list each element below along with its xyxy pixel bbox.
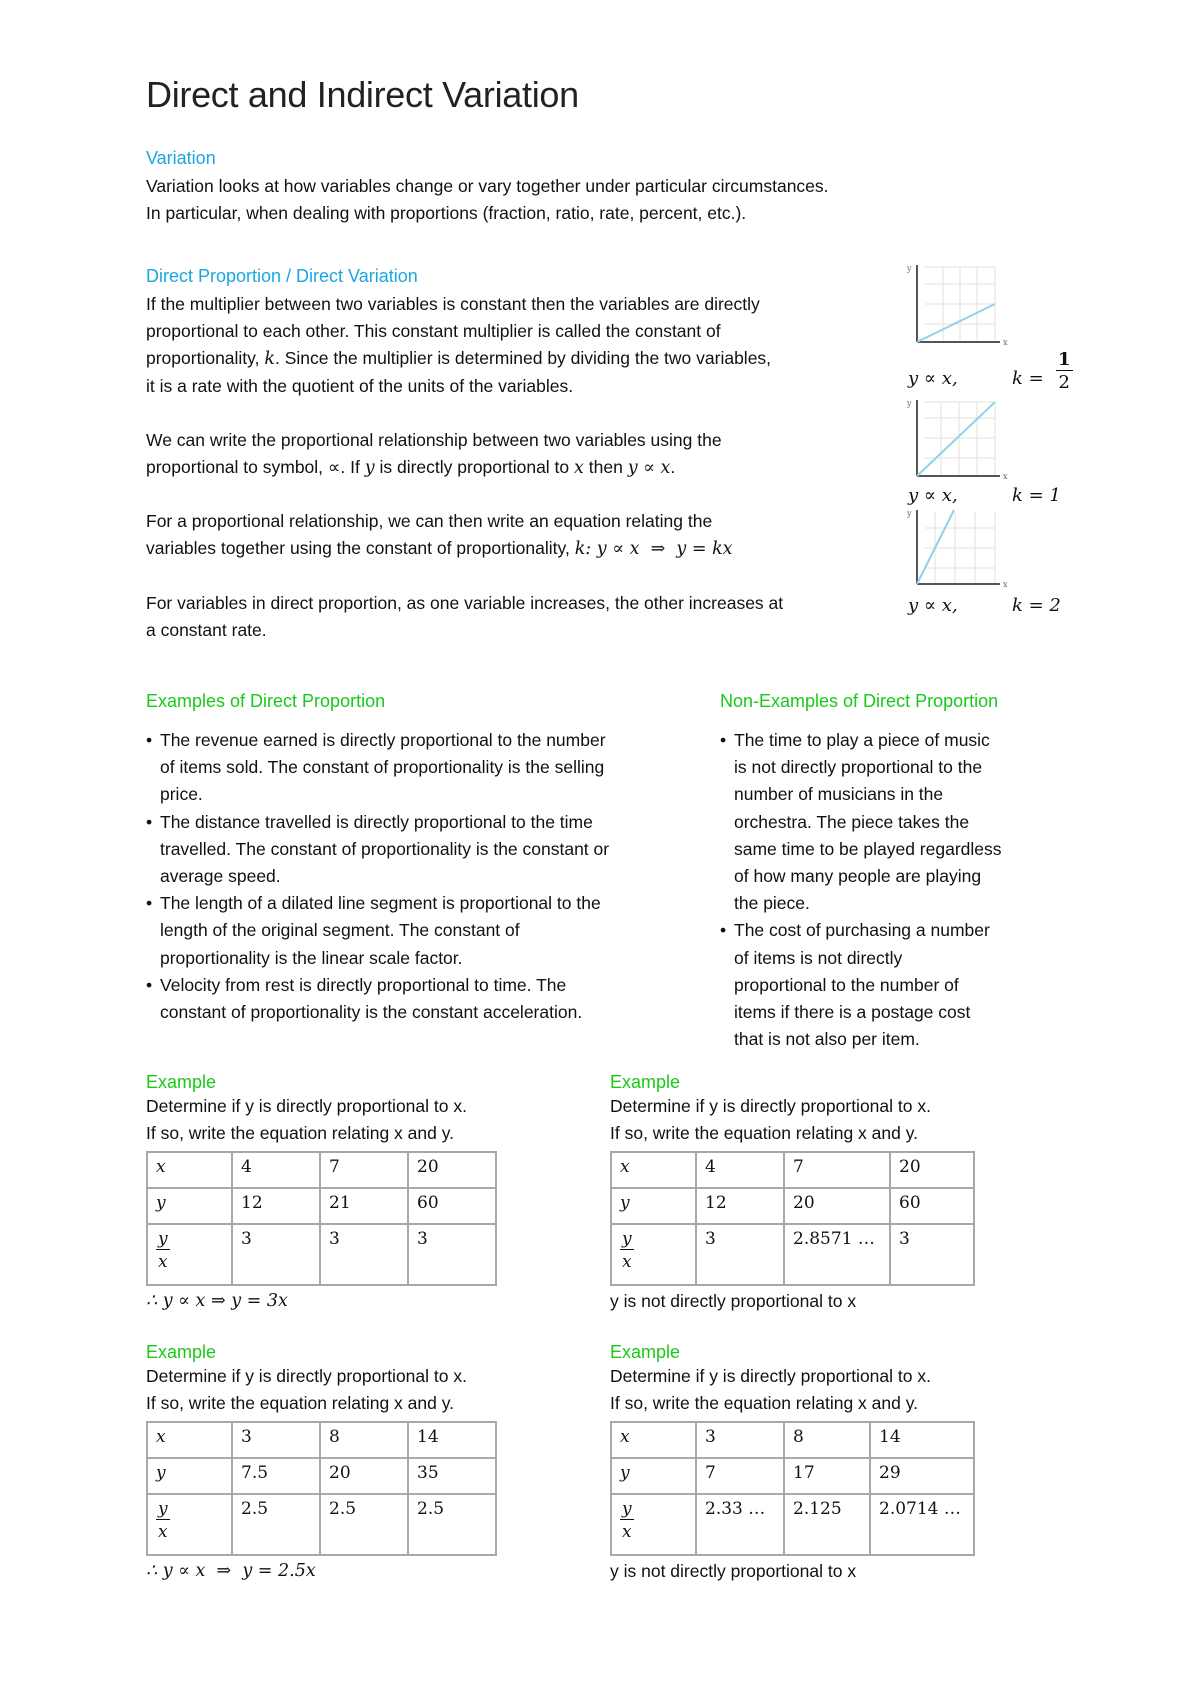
row-label: y xyxy=(147,1188,232,1224)
text-line: it is a rate with the quotient of the units of the variables. xyxy=(146,376,574,396)
text-span: proportionality, xyxy=(146,348,265,368)
example-heading: Example xyxy=(610,1342,681,1362)
direct-proportion-heading: Direct Proportion / Direct Variation xyxy=(146,266,418,286)
k-denominator: 2 xyxy=(1058,372,1070,393)
table-cell: 12 xyxy=(696,1188,784,1224)
graph-1-relation: y ∝ x, xyxy=(908,368,958,389)
table-row-y xyxy=(611,1458,974,1494)
table-row-ratio xyxy=(611,1224,974,1285)
row-label xyxy=(147,1494,232,1555)
row-label: x xyxy=(147,1422,232,1458)
line: • The revenue earned is directly proportional to the number xyxy=(160,730,606,750)
row-label: y xyxy=(611,1458,696,1494)
table-cell: 20 xyxy=(408,1152,496,1188)
variation-line-1: Variation looks at how variables change or vary together under particular circumstances. xyxy=(146,176,829,196)
list-item xyxy=(146,972,706,1026)
table-cell: 2.5 xyxy=(408,1494,496,1555)
line: travelled. The constant of proportionality is the constant or xyxy=(160,838,610,859)
math-expression: y ∝ x xyxy=(627,458,671,478)
row-label xyxy=(611,1224,696,1285)
worked-example-1 xyxy=(146,1072,497,1315)
list-item xyxy=(720,727,1060,917)
table-cell: 3 xyxy=(232,1224,320,1285)
table-cell: 3 xyxy=(890,1224,974,1285)
table-cell: 29 xyxy=(870,1458,974,1494)
table-cell: 2.5 xyxy=(232,1494,320,1555)
graph-k-one-icon xyxy=(905,398,1011,484)
conclusion: y is not directly proportional to x xyxy=(610,1561,857,1581)
example-heading: Example xyxy=(610,1072,681,1092)
line: • The distance travelled is directly proportional to the time xyxy=(160,811,593,832)
question-line-1: Determine if y is directly proportional to x. xyxy=(610,1096,931,1116)
table-cell: 7.5 xyxy=(232,1458,320,1494)
frac-den: x xyxy=(158,1252,168,1272)
svg-text:x: x xyxy=(1003,580,1008,589)
table-cell: 4 xyxy=(232,1152,320,1188)
worked-example-4 xyxy=(610,1342,975,1585)
svg-text:x: x xyxy=(1003,472,1008,481)
direct-para-2 xyxy=(146,427,906,482)
line: number of musicians in the xyxy=(734,784,944,805)
line: proportionality is the linear scale factor. xyxy=(160,947,463,968)
table-cell: 3 xyxy=(696,1422,784,1458)
data-table xyxy=(610,1151,975,1286)
table-cell: 7 xyxy=(784,1152,890,1188)
text-line: a constant rate. xyxy=(146,620,267,640)
table-row-y xyxy=(147,1188,496,1224)
text-line: If the multiplier between two variables is constant then the variables are directly xyxy=(146,294,760,314)
table-cell: 17 xyxy=(784,1458,870,1494)
direct-para-1 xyxy=(146,291,906,400)
graph-3-relation: y ∝ x, xyxy=(908,595,958,616)
text-line: proportional to each other. This constant multiplier is called the constant of xyxy=(146,321,721,341)
table-row-x xyxy=(611,1422,974,1458)
table-row-x xyxy=(147,1152,496,1188)
table-cell: 12 xyxy=(232,1188,320,1224)
text-line xyxy=(146,345,906,373)
question-line-1: Determine if y is directly proportional to x. xyxy=(610,1366,931,1386)
svg-text:x: x xyxy=(1003,338,1008,347)
svg-text:y: y xyxy=(907,399,912,408)
non-examples-list xyxy=(720,727,1060,1053)
direct-para-3 xyxy=(146,508,906,563)
frac-den: x xyxy=(158,1522,168,1542)
k-label: k = xyxy=(1012,368,1044,389)
table-cell: 21 xyxy=(320,1188,408,1224)
list-item xyxy=(146,890,706,972)
examples-heading: Examples of Direct Proportion xyxy=(146,691,386,711)
table-cell: 3 xyxy=(408,1224,496,1285)
list-item xyxy=(720,917,1060,1053)
table-cell: 2.33 … xyxy=(696,1494,784,1555)
table-row-ratio xyxy=(611,1494,974,1555)
question-line-1: Determine if y is directly proportional to x. xyxy=(146,1096,467,1116)
list-item xyxy=(146,809,706,891)
row-label: x xyxy=(611,1152,696,1188)
conclusion: ∴ y ∝ x ⇒ y = 2.5x xyxy=(146,1561,316,1581)
line: items if there is a postage cost xyxy=(734,1002,971,1023)
graph-k-half-icon xyxy=(905,262,1011,352)
table-row-ratio xyxy=(147,1224,496,1285)
k-fraction xyxy=(1056,350,1073,393)
table-cell: 7 xyxy=(320,1152,408,1188)
non-examples-heading: Non-Examples of Direct Proportion xyxy=(720,691,999,711)
text-span: is directly proportional to xyxy=(374,457,575,477)
line: constant of proportionality is the constant acceleration. xyxy=(160,1002,583,1023)
frac-num: y xyxy=(622,1229,632,1249)
frac-num: y xyxy=(622,1499,632,1519)
table-cell: 2.0714 … xyxy=(870,1494,974,1555)
math-y: y xyxy=(364,458,375,478)
question-line-2: If so, write the equation relating x and y. xyxy=(146,1393,455,1413)
table-cell: 8 xyxy=(320,1422,408,1458)
data-table xyxy=(146,1151,497,1286)
row-label xyxy=(147,1224,232,1285)
frac-num: y xyxy=(158,1499,168,1519)
variation-line-2: In particular, when dealing with proportions (fraction, ratio, rate, percent, etc.). xyxy=(146,203,747,223)
data-table xyxy=(146,1421,497,1556)
table-cell: 35 xyxy=(408,1458,496,1494)
line: • Velocity from rest is directly proportional to time. The xyxy=(160,974,567,995)
table-row-y xyxy=(147,1458,496,1494)
math-k: k xyxy=(264,349,275,369)
line: of items is not directly xyxy=(734,947,903,968)
line: of how many people are playing xyxy=(734,866,982,887)
examples-list xyxy=(146,727,706,1026)
table-row-x xyxy=(611,1152,974,1188)
question-line-2: If so, write the equation relating x and y. xyxy=(146,1123,455,1143)
line: • The length of a dilated line segment is proportional to the xyxy=(160,893,601,914)
table-row-y xyxy=(611,1188,974,1224)
table-cell: 20 xyxy=(784,1188,890,1224)
line: • The cost of purchasing a number xyxy=(734,920,990,941)
example-heading: Example xyxy=(146,1072,217,1092)
table-row-ratio xyxy=(147,1494,496,1555)
text-span: . Since the multiplier is determined by dividing the two variables, xyxy=(274,348,772,368)
text-span: then xyxy=(583,457,628,477)
table-cell: 3 xyxy=(696,1224,784,1285)
line: average speed. xyxy=(160,866,281,887)
text-span: proportional to symbol, ∝. If xyxy=(146,457,365,477)
line: length of the original segment. The constant of xyxy=(160,920,520,941)
graph-3-k: k = 2 xyxy=(1012,595,1061,616)
table-cell: 2.5 xyxy=(320,1494,408,1555)
svg-text:y: y xyxy=(907,509,912,518)
line: is not directly proportional to the xyxy=(734,757,983,778)
example-heading: Example xyxy=(146,1342,217,1362)
line: of items sold. The constant of proportionality is the selling xyxy=(160,757,605,778)
table-cell: 3 xyxy=(232,1422,320,1458)
row-label xyxy=(611,1494,696,1555)
text-line xyxy=(146,535,906,563)
table-cell: 8 xyxy=(784,1422,870,1458)
direct-para-4 xyxy=(146,590,906,644)
table-cell: 60 xyxy=(408,1188,496,1224)
table-cell: 3 xyxy=(320,1224,408,1285)
line: orchestra. The piece takes the xyxy=(734,811,970,832)
line: same time to be played regardless xyxy=(734,838,1002,859)
question-line-1: Determine if y is directly proportional to x. xyxy=(146,1366,467,1386)
row-label: x xyxy=(611,1422,696,1458)
table-cell: 20 xyxy=(320,1458,408,1494)
row-label: x xyxy=(147,1152,232,1188)
row-label: y xyxy=(611,1188,696,1224)
line: that is not also per item. xyxy=(734,1029,920,1050)
line: proportional to the number of xyxy=(734,974,959,995)
frac-den: x xyxy=(622,1522,632,1542)
table-cell: 14 xyxy=(408,1422,496,1458)
worked-example-2 xyxy=(610,1072,975,1315)
table-row-x xyxy=(147,1422,496,1458)
k-numerator: 1 xyxy=(1058,349,1071,370)
question-line-2: If so, write the equation relating x and y. xyxy=(610,1393,919,1413)
frac-num: y xyxy=(158,1229,168,1249)
table-cell: 7 xyxy=(696,1458,784,1494)
data-table xyxy=(610,1421,975,1556)
table-cell: 4 xyxy=(696,1152,784,1188)
graph-2-k: k = 1 xyxy=(1012,485,1061,506)
frac-den: x xyxy=(622,1252,632,1272)
text-span: variables together using the constant of proportionality, xyxy=(146,538,575,558)
table-cell: 14 xyxy=(870,1422,974,1458)
math-expression: k: y ∝ x ⇒ y = kx xyxy=(574,539,733,559)
question-line-2: If so, write the equation relating x and y. xyxy=(610,1123,919,1143)
conclusion: ∴ y ∝ x ⇒ y = 3x xyxy=(146,1291,288,1311)
conclusion: y is not directly proportional to x xyxy=(610,1291,857,1311)
math-x: x xyxy=(574,458,584,478)
table-cell: 2.8571 … xyxy=(784,1224,890,1285)
row-label: y xyxy=(147,1458,232,1494)
line: the piece. xyxy=(734,893,810,914)
text-line: For variables in direct proportion, as one variable increases, the other increases at xyxy=(146,593,784,613)
text-line xyxy=(146,454,906,482)
svg-text:y: y xyxy=(907,264,912,273)
line: • The time to play a piece of music xyxy=(734,730,990,750)
page-title: Direct and Indirect Variation xyxy=(146,74,579,115)
variation-heading: Variation xyxy=(146,148,216,168)
table-cell: 2.125 xyxy=(784,1494,870,1555)
list-item xyxy=(146,727,706,809)
text-span: . xyxy=(670,457,676,477)
text-line: We can write the proportional relationship between two variables using the xyxy=(146,430,722,450)
table-cell: 60 xyxy=(890,1188,974,1224)
worked-example-3 xyxy=(146,1342,497,1585)
text-line: For a proportional relationship, we can then write an equation relating the xyxy=(146,511,713,531)
table-cell: 20 xyxy=(890,1152,974,1188)
graph-2-relation: y ∝ x, xyxy=(908,485,958,506)
graph-k-two-icon xyxy=(905,508,1011,592)
line: price. xyxy=(160,784,203,805)
variation-text xyxy=(146,173,829,227)
